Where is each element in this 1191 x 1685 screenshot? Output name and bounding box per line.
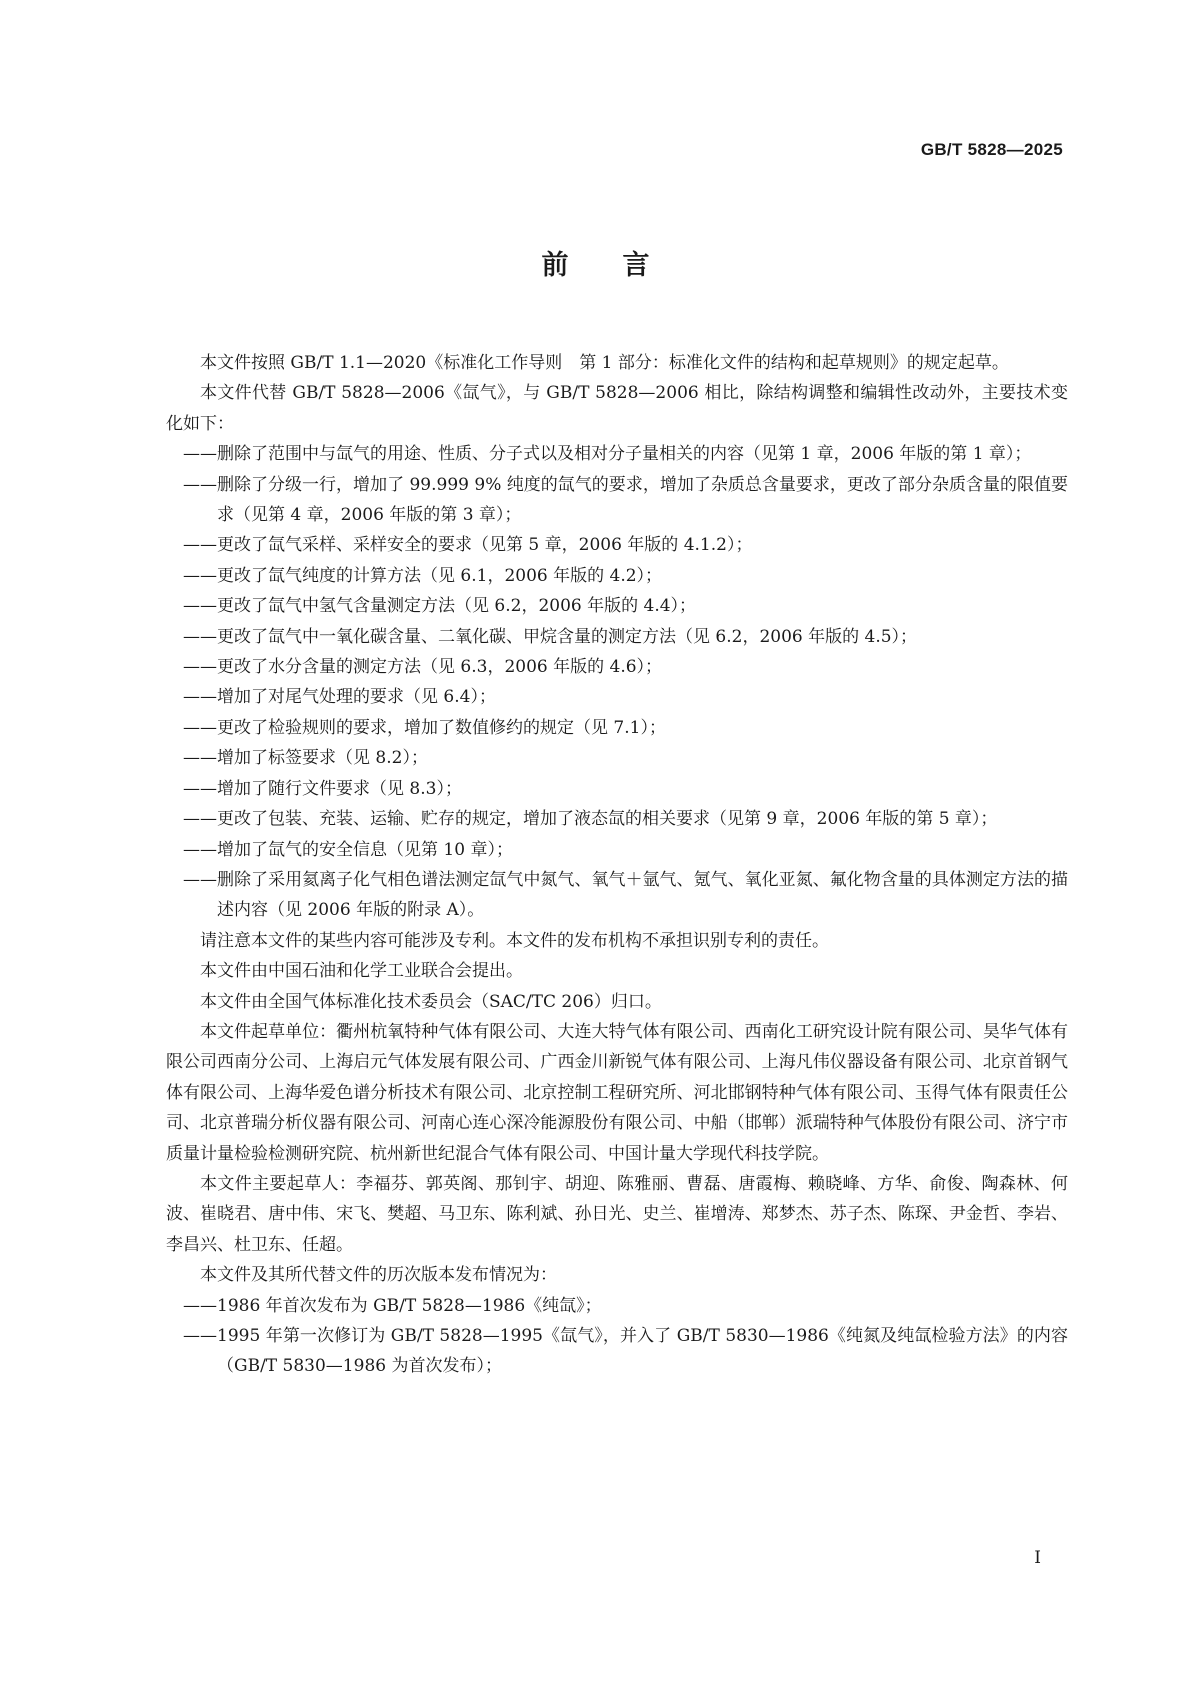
paragraph: 本文件主要起草人：李福芬、郭英阁、那钊宇、胡迎、陈雅丽、曹磊、唐霞梅、赖晓峰、方华、俞俊、陶森林、何波、崔晓君、唐中伟、宋飞、樊超、马卫东、陈利斌、孙日光、史兰、崔增涛、郑梦杰、苏子杰、陈琛、尹金哲、李岩、李昌兴、杜卫东、任超。 (166, 1173, 1068, 1255)
standard-number: GB/T 5828—2025 (920, 140, 1063, 159)
paragraph: 本文件按照 GB/T 1.1—2020《标准化工作导则 第 1 部分：标准化文件的结构和起草规则》的规定起草。 (200, 353, 1009, 373)
dash-list-item: ——1986 年首次发布为 GB/T 5828—1986《纯氙》； (183, 1295, 602, 1316)
paragraph: 本文件起草单位：衢州杭氧特种气体有限公司、大连大特气体有限公司、西南化工研究设计院有限公司、昊华气体有限公司西南分公司、上海启元气体发展有限公司、广西金川新锐气体有限公司、上海凡伟仪器设备有限公司、北京首钢气体有限公司、上海华爱色谱分析技术有限公司、北京控制工程研究所、河北邯钢特种气体有限公司、玉得气体有限责任公司、北京普瑞分析仪器有限公司、河南心连心深冷能源股份有限公司、中船（邯郸）派瑞特种气体股份有限公司、济宁市质量计量检验检测研究院、杭州新世纪混合气体有限公司、中国计量大学现代科技学院。 (166, 1021, 1068, 1164)
dash-list-item: ——更改了水分含量的测定方法（见 6.3，2006 年版的 4.6）； (183, 657, 663, 678)
document-body (166, 348, 1068, 1382)
dash-list-item: ——删除了采用氦离子化气相色谱法测定氙气中氮气、氧气＋氩气、氪气、氧化亚氮、氟化物含量的具体测定方法的描述内容（见 2006 年版的附录 A）。 (183, 869, 1068, 921)
paragraph: 请注意本文件的某些内容可能涉及专利。本文件的发布机构不承担识别专利的责任。 (200, 930, 829, 951)
paragraph: 本文件由全国气体标准化技术委员会（SAC/TC 206）归口。 (200, 991, 662, 1012)
dash-list-item: ——1995 年第一次修订为 GB/T 5828—1995《氙气》，并入了 GB/T 5830—1986《纯氮及纯氙检验方法》的内容（GB/T 5830—1986 为首次发布）； (183, 1326, 1068, 1377)
page-number: I (1034, 1548, 1041, 1568)
dash-list-item: ——更改了氙气采样、采样安全的要求（见第 5 章，2006 年版的 4.1.2）； (183, 535, 753, 556)
dash-list-item: ——删除了分级一行，增加了 99.999 9% 纯度的氙气的要求，增加了杂质总含量要求，更改了部分杂质含量的限值要求（见第 4 章，2006 年版的第 3 章）； (183, 474, 1068, 526)
page-title: 前 言 (541, 250, 650, 281)
dash-list-item: ——增加了氙气的安全信息（见第 10 章）； (183, 839, 513, 860)
dash-list-item: ——更改了氙气中一氧化碳含量、二氧化碳、甲烷含量的测定方法（见 6.2，2006 年版的 4.5）； (183, 626, 918, 647)
paragraph: 本文件代替 GB/T 5828—2006《氙气》，与 GB/T 5828—2006 相比，除结构调整和编辑性改动外，主要技术变化如下： (166, 383, 1068, 434)
dash-list-item: ——更改了氙气纯度的计算方法（见 6.1，2006 年版的 4.2）； (183, 565, 663, 586)
dash-list-item: ——增加了随行文件要求（见 8.3）； (183, 778, 462, 799)
dash-list-item: ——删除了范围中与氙气的用途、性质、分子式以及相对分子量相关的内容（见第 1 章，2006 年版的第 1 章）； (183, 444, 1032, 465)
paragraph: 本文件及其所代替文件的历次版本发布情况为： (200, 1265, 557, 1286)
dash-list-item: ——增加了标签要求（见 8.2）； (183, 748, 428, 769)
dash-list-item: ——更改了包装、充装、运输、贮存的规定，增加了液态氙的相关要求（见第 9 章，2006 年版的第 5 章）； (183, 809, 998, 830)
dash-list-item: ——更改了检验规则的要求，增加了数值修约的规定（见 7.1）； (183, 717, 666, 738)
dash-list-item: ——增加了对尾气处理的要求（见 6.4）； (183, 687, 496, 708)
paragraph: 本文件由中国石油和化学工业联合会提出。 (200, 961, 523, 982)
dash-list-item: ——更改了氙气中氢气含量测定方法（见 6.2，2006 年版的 4.4）； (183, 596, 697, 617)
